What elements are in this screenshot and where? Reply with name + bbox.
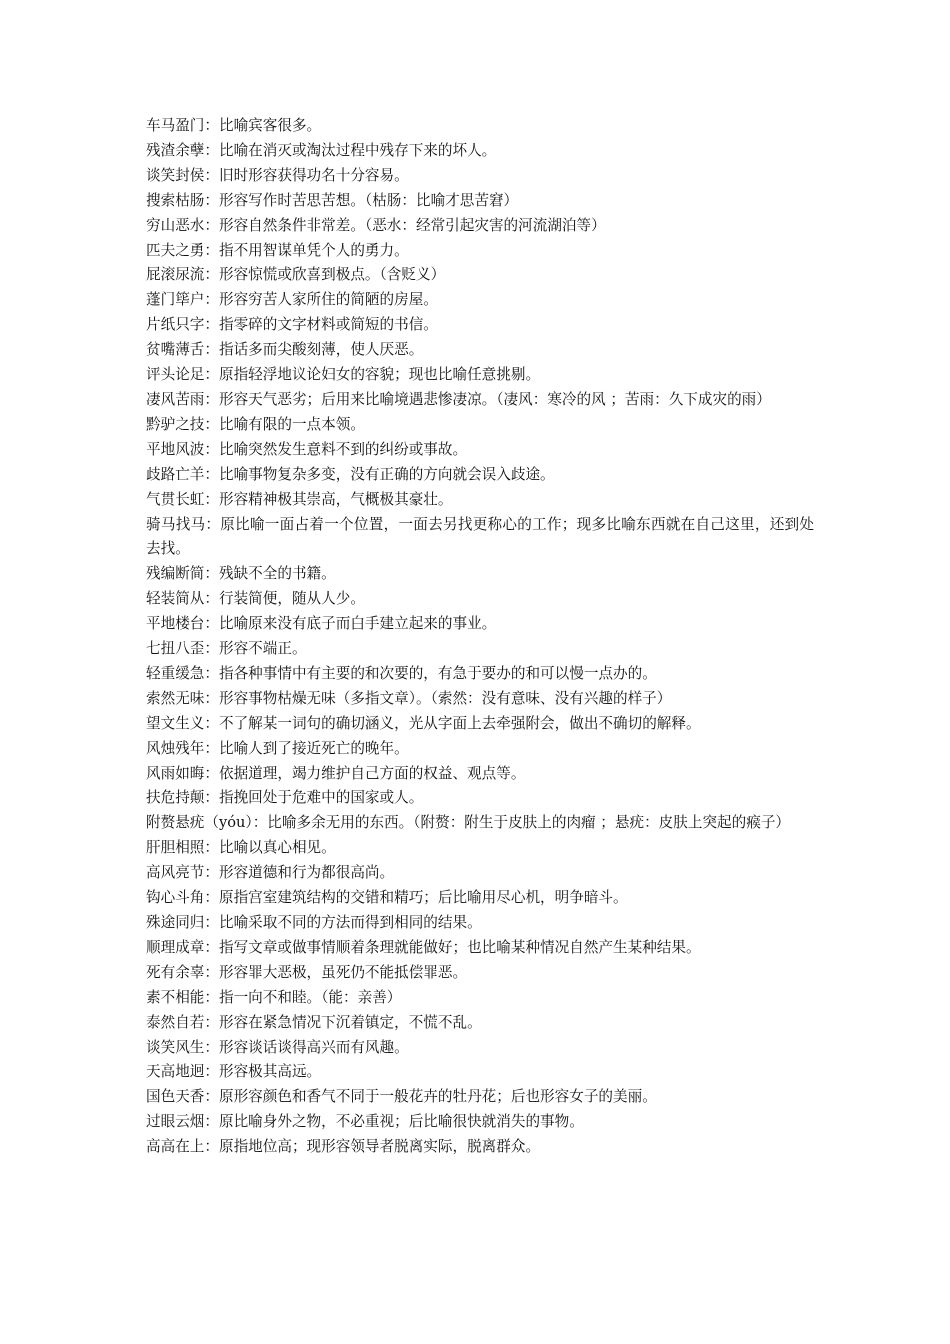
idiom-entry: 残编断简：残缺不全的书籍。 [146,565,336,583]
idiom-entry: 高高在上：原指地位高；现形容领导者脱离实际，脱离群众。 [146,1138,541,1156]
idiom-entry: 死有余辜：形容罪大恶极，虽死仍不能抵偿罪恶。 [146,963,468,981]
idiom-entry: 片纸只字：指零碎的文字材料或简短的书信。 [146,316,438,334]
idiom-entry: 车马盈门：比喻宾客很多。 [146,117,322,134]
idiom-entry: 谈笑封侯：旧时形容获得功名十分容易。 [146,166,409,184]
idiom-entry: 殊途同归：比喻采取不同的方法而得到相同的结果。 [146,914,482,931]
idiom-entry: 素不相能：指一向不和睦。（能：亲善） [146,988,402,1006]
idiom-entry: 歧路亡羊：比喻事物复杂多变，没有正确的方向就会误入歧途。 [146,465,555,483]
idiom-entry: 轻重缓急：指各种事情中有主要的和次要的，有急于要办的和可以慢一点办的。 [146,664,657,682]
idiom-entry: 扶危持颠：指挽回处于危难中的国家或人。 [146,789,424,807]
idiom-entry: 国色天香：原形容颜色和香气不同于一般花卉的牡丹花；后也形容女子的美丽。 [146,1088,657,1106]
idiom-entry: 谈笑风生：形容谈话谈得高兴而有风趣。 [146,1038,409,1056]
idiom-entry: 蓬门筚户：形容穷苦人家所住的简陋的房屋。 [146,291,438,309]
idiom-entry: 风雨如晦：依据道理，竭力维护自己方面的权益、观点等。 [146,764,526,782]
idiom-entry: 高风亮节：形容道德和行为都很高尚。 [146,864,395,882]
idiom-entry: 平地楼台：比喻原来没有底子而白手建立起来的事业。 [146,615,497,633]
idiom-entry: 残渣余孽：比喻在消灭或淘汰过程中残存下来的坏人。 [146,141,497,159]
idiom-entry: 风烛残年：比喻人到了接近死亡的晚年。 [146,739,409,757]
idiom-entry: 评头论足：原指轻浮地议论妇女的容貌；现也比喻任意挑剔。 [146,366,541,384]
idiom-entry: 七扭八歪：形容不端正。 [146,640,307,658]
idiom-entry: 望文生义：不了解某一词句的确切涵义，光从字面上去牵强附会，做出不确切的解释。 [146,714,701,732]
idiom-entry: 顺理成章：指写文章或做事情顺着条理就能做好；也比喻某种情况自然产生某种结果。 [146,938,701,956]
idiom-entry: 穷山恶水：形容自然条件非常差。（恶水：经常引起灾害的河流湖泊等） [146,216,606,234]
idiom-entry: 贫嘴薄舌：指话多而尖酸刻薄，使人厌恶。 [146,341,424,359]
idiom-entry: 肝胆相照：比喻以真心相见。 [146,839,336,857]
idiom-entry: 搜索枯肠：形容写作时苦思苦想。（枯肠：比喻才思苦窘） [146,191,519,209]
idiom-entry: 索然无味：形容事物枯燥无味（多指文章）。（索然：没有意味、没有兴趣的样子） [146,689,672,707]
idiom-entry: 过眼云烟：原比喻身外之物，不必重视；后比喻很快就消失的事物。 [146,1113,584,1131]
idiom-entry: 骑马找马：原比喻一面占着一个位置，一面去另找更称心的工作；现多比喻东西就在自己这里，还到处去找。 [146,515,814,558]
document-page [146,114,814,1160]
idiom-entry: 匹夫之勇：指不用智谋单凭个人的勇力。 [146,241,409,259]
idiom-entry: 黔驴之技：比喻有限的一点本领。 [146,415,365,433]
idiom-entry: 钩心斗角：原指宫室建筑结构的交错和精巧；后比喻用尽心机，明争暗斗。 [146,889,628,907]
idiom-entry: 泰然自若：形容在紧急情况下沉着镇定，不慌不乱。 [146,1013,482,1031]
idiom-entry: 凄风苦雨：形容天气恶劣；后用来比喻境遇悲惨凄凉。（凄风：寒冷的风 ；苦雨：久下成灾的雨） [146,390,771,408]
idiom-entry: 天高地迥：形容极其高远。 [146,1063,322,1081]
idiom-entry: 平地风波：比喻突然发生意料不到的纠纷或事故。 [146,440,468,458]
idiom-entry: 轻装简从：行装简便，随从人少。 [146,590,365,608]
idiom-entry: 附赘悬疣（yóu）：比喻多余无用的东西。（附赘：附生于皮肤上的肉瘤 ；悬疣：皮肤上突起的瘊子） [146,814,791,832]
idiom-entry: 屁滚尿流：形容惊慌或欣喜到极点。（含贬义） [146,266,446,284]
idiom-entry: 气贯长虹：形容精神极其崇高，气概极其豪壮。 [146,490,453,508]
